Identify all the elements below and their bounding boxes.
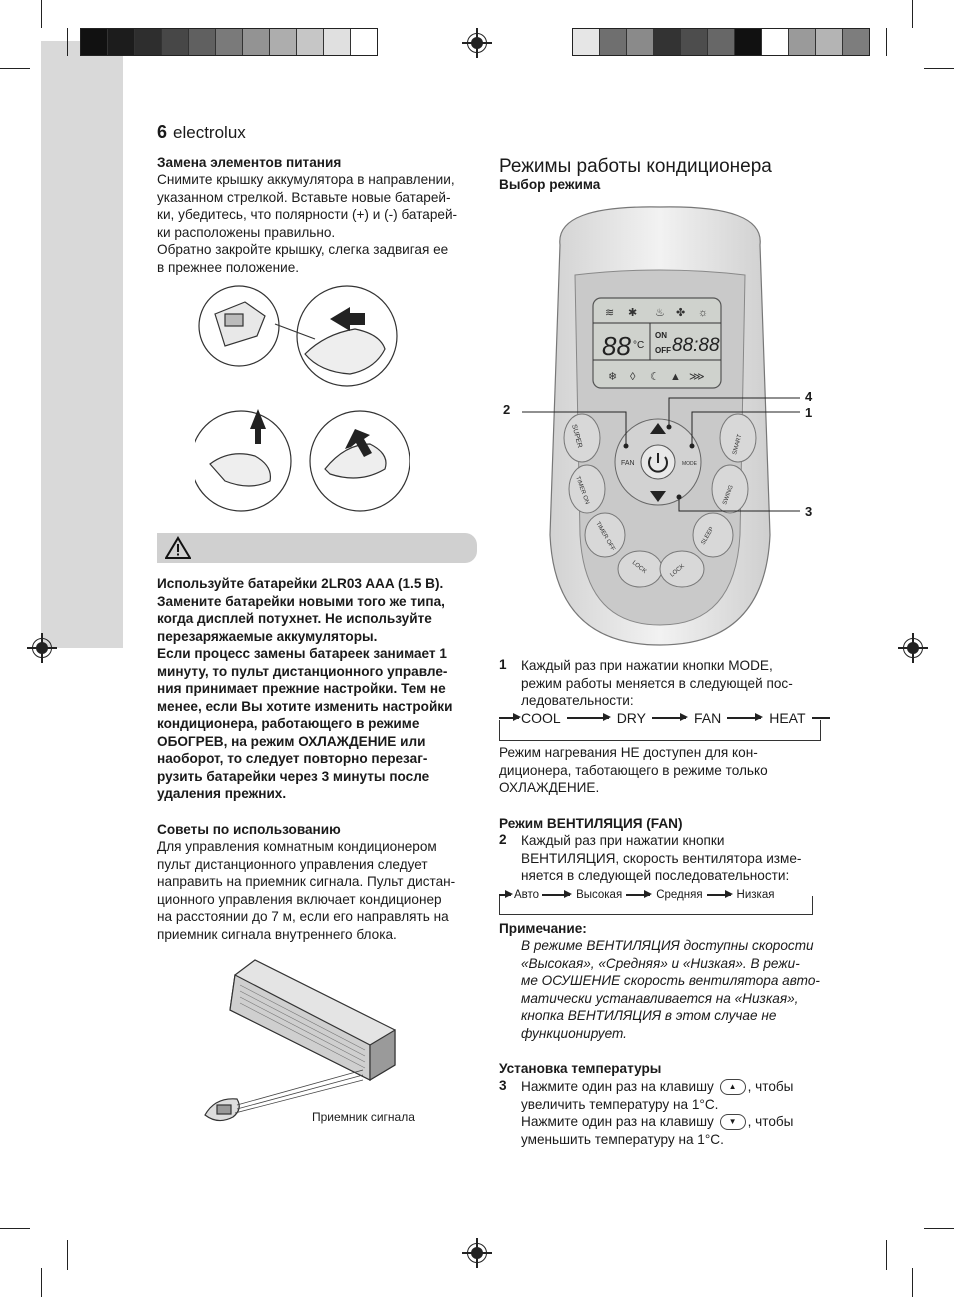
svg-text:❄: ❄ (608, 371, 618, 383)
text-line: минуту, то пульт дистанционного управле- (157, 663, 448, 679)
air-conditioner-illustration (195, 955, 405, 1130)
color-swatch (654, 29, 681, 55)
color-swatch (573, 29, 600, 55)
fan-speed-auto: Авто (514, 889, 540, 901)
svg-text:✱: ✱ (628, 307, 638, 319)
arrow-icon (727, 717, 761, 719)
text-line: ледовательности: (521, 693, 634, 708)
callout-3: 3 (805, 504, 813, 519)
color-swatch (600, 29, 627, 55)
super-button-label: SUPER (570, 423, 584, 449)
svg-text:◊: ◊ (630, 371, 636, 383)
color-swatch (816, 29, 843, 55)
text-line: уменьшить температуру на 1°С. (521, 1131, 724, 1147)
text-line (521, 1078, 821, 1096)
mode-cool: COOL (521, 710, 561, 726)
heat-note (499, 744, 819, 797)
text-line: Используйте батарейки 2LR03 AAA (1.5 В). (157, 576, 444, 591)
crop-mark (886, 1240, 887, 1270)
callout-4: 4 (805, 389, 813, 404)
text-line: ки, убедитесь, что полярности (+) и (-) батарей- (157, 207, 458, 222)
svg-text:≋: ≋ (605, 307, 615, 319)
text-line: ОБОГРЕВ, на режим ОХЛАЖДЕНИЕ или (157, 733, 426, 749)
color-swatch (243, 29, 270, 55)
remote-control-illustration (500, 205, 820, 650)
mode-dry: DRY (616, 710, 646, 726)
display-off: OFF (655, 346, 671, 355)
display-unit: °C (633, 340, 645, 351)
mode-sequence (499, 710, 830, 726)
text-line: ки расположены правильно. (157, 224, 336, 240)
display-time: 88:88 (672, 335, 720, 356)
brand-name: electrolux (173, 123, 246, 142)
section-title: Режимы работы кондиционера (499, 156, 772, 177)
display-on: ON (655, 331, 667, 340)
color-swatch (789, 29, 816, 55)
mode-heat: HEAT (769, 710, 806, 726)
text-line: «Высокая», «Средняя» и «Низкая». В режи- (521, 955, 800, 971)
fan-sequence (499, 889, 774, 901)
color-swatch (681, 29, 708, 55)
text-line: наоборот, то следует повторно перезаг- (157, 751, 428, 766)
fan-speed-low: Низкая (736, 889, 775, 901)
text-line: рузить батарейки через 3 минуты после (157, 768, 430, 784)
color-swatch (135, 29, 162, 55)
fan-button-label: FAN (621, 460, 635, 467)
item-number: 1 (499, 657, 507, 672)
color-swatch (108, 29, 135, 55)
side-color-bar (41, 41, 123, 648)
color-calibration-strip-left (80, 28, 378, 56)
registration-mark (32, 638, 52, 658)
text-line: кнопка ВЕНТИЛЯЦИЯ в этом случае не (521, 1008, 777, 1023)
callout-2: 2 (503, 402, 511, 417)
text-line: направить на приемник сигнала. Пульт дистан- (157, 874, 456, 889)
text-line: указанном стрелкой. Вставьте новые батарей- (157, 189, 451, 205)
color-swatch (81, 29, 108, 55)
svg-text:⋙: ⋙ (689, 371, 705, 383)
color-swatch (297, 29, 324, 55)
color-calibration-strip-right (572, 28, 870, 56)
text-line: Замените батарейки новыми того же типа, (157, 593, 445, 609)
arrow-icon (707, 894, 731, 896)
section-subtitle: Выбор режима (499, 177, 601, 192)
text-line: ОХЛАЖДЕНИЕ. (499, 780, 600, 795)
lock-left-button-label: LOCK (630, 559, 648, 576)
mode-button-label: MODE (682, 461, 697, 467)
item1-text (521, 657, 821, 710)
crop-mark (67, 1240, 68, 1270)
text-line: пульт дистанционного управления следует (157, 856, 428, 872)
arrow-icon (499, 894, 511, 896)
text-line: в прежнее положение. (157, 259, 300, 275)
color-swatch (162, 29, 189, 55)
arrow-icon (626, 894, 650, 896)
color-swatch (843, 29, 869, 55)
fan-speed-medium: Средняя (656, 889, 703, 901)
battery-text (157, 171, 475, 276)
warning-banner (157, 533, 477, 563)
crop-mark (912, 0, 913, 28)
crop-mark (67, 28, 68, 56)
fan-speed-high: Высокая (576, 889, 623, 901)
page-header (157, 122, 246, 143)
text-line: Режим нагревания НЕ доступен для кон- (499, 745, 758, 760)
text-line: увеличить температуру на 1°С. (521, 1096, 719, 1112)
svg-text:♨: ♨ (655, 307, 665, 319)
crop-mark (924, 68, 954, 69)
crop-mark (924, 1228, 954, 1229)
text-line: диционера, таботающего в режиме только (499, 762, 768, 778)
color-swatch (351, 29, 377, 55)
text-line: приемник сигнала внутреннего блока. (157, 926, 397, 942)
display-temperature: 88 (602, 331, 631, 361)
svg-text:☼: ☼ (698, 307, 709, 319)
crop-mark (41, 1268, 42, 1297)
timer-on-button-label: TIMER ON (574, 475, 590, 506)
item3-text (521, 1078, 821, 1148)
tips-title: Советы по использованию (157, 822, 341, 837)
svg-text:▲: ▲ (670, 371, 681, 383)
text-line: менее, если Вы хотите изменить настройки (157, 698, 453, 714)
text-line: Обратно закройте крышку, слегка задвигая ее (157, 242, 449, 257)
arrow-icon (652, 717, 686, 719)
sequence-line (812, 717, 830, 719)
arrow-icon (567, 717, 609, 719)
crop-mark (912, 1268, 913, 1297)
text-line: удаления прежних. (157, 786, 287, 801)
warning-triangle-icon (165, 536, 191, 560)
text-line: Если процесс замены батареек занимает 1 (157, 646, 447, 661)
color-swatch (735, 29, 762, 55)
page-number: 6 (157, 122, 168, 142)
svg-text:☾: ☾ (650, 371, 660, 383)
note-text (521, 937, 821, 1042)
text-line: режим работы меняется в следующей пос- (521, 675, 793, 691)
text-span: Нажмите один раз на клавишу (521, 1114, 714, 1129)
temperature-title: Установка температуры (499, 1061, 662, 1076)
text-line: матически устанавливается на «Низкая», (521, 990, 799, 1006)
color-swatch (762, 29, 789, 55)
color-swatch (216, 29, 243, 55)
text-line: Снимите крышку аккумулятора в направлении, (157, 172, 455, 187)
text-line: ния принимает прежние настройки. Тем не (157, 681, 446, 696)
text-line: перезаряжаемые аккумуляторы. (157, 628, 378, 644)
text-line (521, 1113, 821, 1131)
arrow-icon (542, 894, 570, 896)
text-span: , чтобы (747, 1114, 794, 1129)
text-line: В режиме ВЕНТИЛЯЦИЯ доступны скорости (521, 938, 814, 953)
text-line: кондиционера, работающего в режиме (157, 716, 420, 731)
registration-mark (467, 1243, 487, 1263)
callout-1: 1 (805, 405, 813, 420)
item2-text (521, 832, 821, 885)
item-number: 2 (499, 832, 507, 847)
text-line: ме ОСУШЕНИЕ скорость вентилятора авто- (521, 973, 820, 988)
text-line: ционного управления включает кондиционер (157, 891, 442, 907)
svg-text:✤: ✤ (676, 307, 686, 319)
sleep-button-label: SLEEP (700, 526, 716, 546)
timer-off-button-label: TIMER OFF (594, 521, 616, 553)
text-line: ВЕНТИЛЯЦИЯ, скорость вентилятора изме- (521, 850, 802, 866)
up-key-icon: ▲ (720, 1079, 746, 1095)
crop-mark (0, 1228, 30, 1229)
receiver-label: Приемник сигнала (312, 1110, 415, 1124)
color-swatch (189, 29, 216, 55)
color-swatch (627, 29, 654, 55)
battery-replacement-illustration (195, 284, 410, 516)
fan-mode-title: Режим ВЕНТИЛЯЦИЯ (FAN) (499, 816, 683, 831)
smart-button-label: SMART (732, 433, 744, 456)
tips-text (157, 838, 475, 943)
mode-fan: FAN (694, 710, 722, 726)
swing-button-label: SWING (722, 484, 735, 506)
note-title: Примечание: (499, 921, 587, 936)
down-key-icon: ▼ (720, 1114, 746, 1130)
text-span: Нажмите один раз на клавишу (521, 1079, 714, 1094)
item-number: 3 (499, 1078, 507, 1093)
registration-mark (467, 33, 487, 53)
lock-right-button-label: LOCK (669, 563, 686, 579)
text-line: когда дисплей потухнет. Не используйте (157, 611, 432, 626)
text-line: няется в следующей последовательности: (521, 868, 790, 883)
color-swatch (270, 29, 297, 55)
color-swatch (708, 29, 735, 55)
crop-mark (41, 0, 42, 28)
text-line: Для управления комнатным кондиционером (157, 839, 437, 854)
warning-text (157, 575, 475, 803)
text-line: функционирует. (521, 1025, 627, 1041)
text-line: Каждый раз при нажатии кнопки (521, 833, 725, 848)
text-line: Каждый раз при нажатии кнопки MODE, (521, 658, 773, 673)
battery-title: Замена элементов питания (157, 155, 342, 170)
arrow-icon (499, 717, 519, 719)
text-span: , чтобы (747, 1079, 794, 1094)
registration-mark (903, 638, 923, 658)
color-swatch (324, 29, 351, 55)
crop-mark (0, 68, 30, 69)
text-line: на расстоянии до 7 м, если его направлять на (157, 909, 449, 924)
crop-mark (886, 28, 887, 56)
